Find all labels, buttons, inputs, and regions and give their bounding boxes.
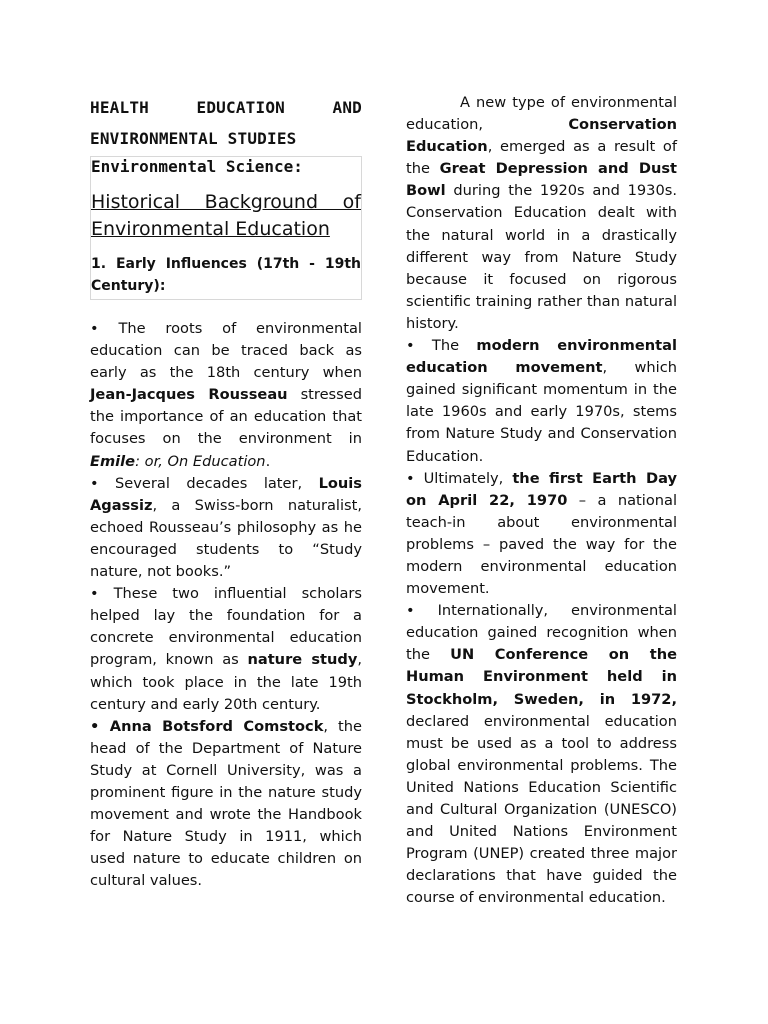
- document-title-line1: HEALTH EDUCATION AND: [90, 98, 362, 117]
- paragraph-modern-movement: • The modern environmental education movement, which gained significant momentum in the late 1960s and early 1970s, stems from Nature Study and Conservation Education.: [406, 337, 678, 465]
- left-column: [90, 92, 362, 892]
- paragraph-nature-study: • These two influential scholars helped lay the foundation for a concrete environmental education program, known as nature study, which took place in the late 19th century and early 20th century.: [90, 585, 362, 713]
- right-column: [406, 92, 677, 909]
- subtitle: Environmental Science:: [91, 157, 303, 176]
- paragraph-earth-day: • Ultimately, the first Earth Day on April 22, 1970 – a national teach-in about environmental problems – paved the way for the modern environmental education movement.: [406, 469, 678, 598]
- document-title-line2: ENVIRONMENTAL STUDIES: [90, 129, 297, 148]
- paragraph-rousseau: • The roots of environmental education can be traced back as early as the 18th century when Jean-Jacques Rousseau stressed the importance of an education that focuses on the environment in Emile: or, On Education.: [90, 320, 363, 470]
- section-header-box: [90, 156, 362, 300]
- paragraph-comstock: • Anna Botsford Comstock, the head of the Department of Nature Study at Cornell University, was a prominent figure in the nature study movement and wrote the Handbook for Nature Study in 1911, which used nature to educate children on cultural values.: [90, 717, 362, 890]
- era-heading: 1. Early Influences (17th - 19th Century):: [91, 256, 361, 294]
- paragraph-conservation-education: A new type of environmental education, Conservation Education, emerged as a result of the Great Depression and Dust Bowl during the 1920s and 1930s. Conservation Education dealt with the natural world in a drastically different way from Nature Study because it focused on rigorous scientific training rather than natural history.: [406, 94, 677, 332]
- paragraph-agassiz: • Several decades later, Louis Agassiz, a Swiss-born naturalist, echoed Rousseau’s philosophy as he encouraged students to “Study nature, not books.”: [90, 474, 362, 581]
- section-title: Historical Background of Environmental Education: [91, 191, 361, 240]
- paragraph-un-conference: • Internationally, environmental education gained recognition when the UN Conference on the Human Environment held in Stockholm, Sweden, in 1972, declared environmental education must be used as a tool to address global environmental problems. The United Nations Education Scientific and Cultural Organization (UNESCO) and United Nations Environment Program (UNEP) created three major declarations that have guided the course of environmental education.: [406, 602, 677, 907]
